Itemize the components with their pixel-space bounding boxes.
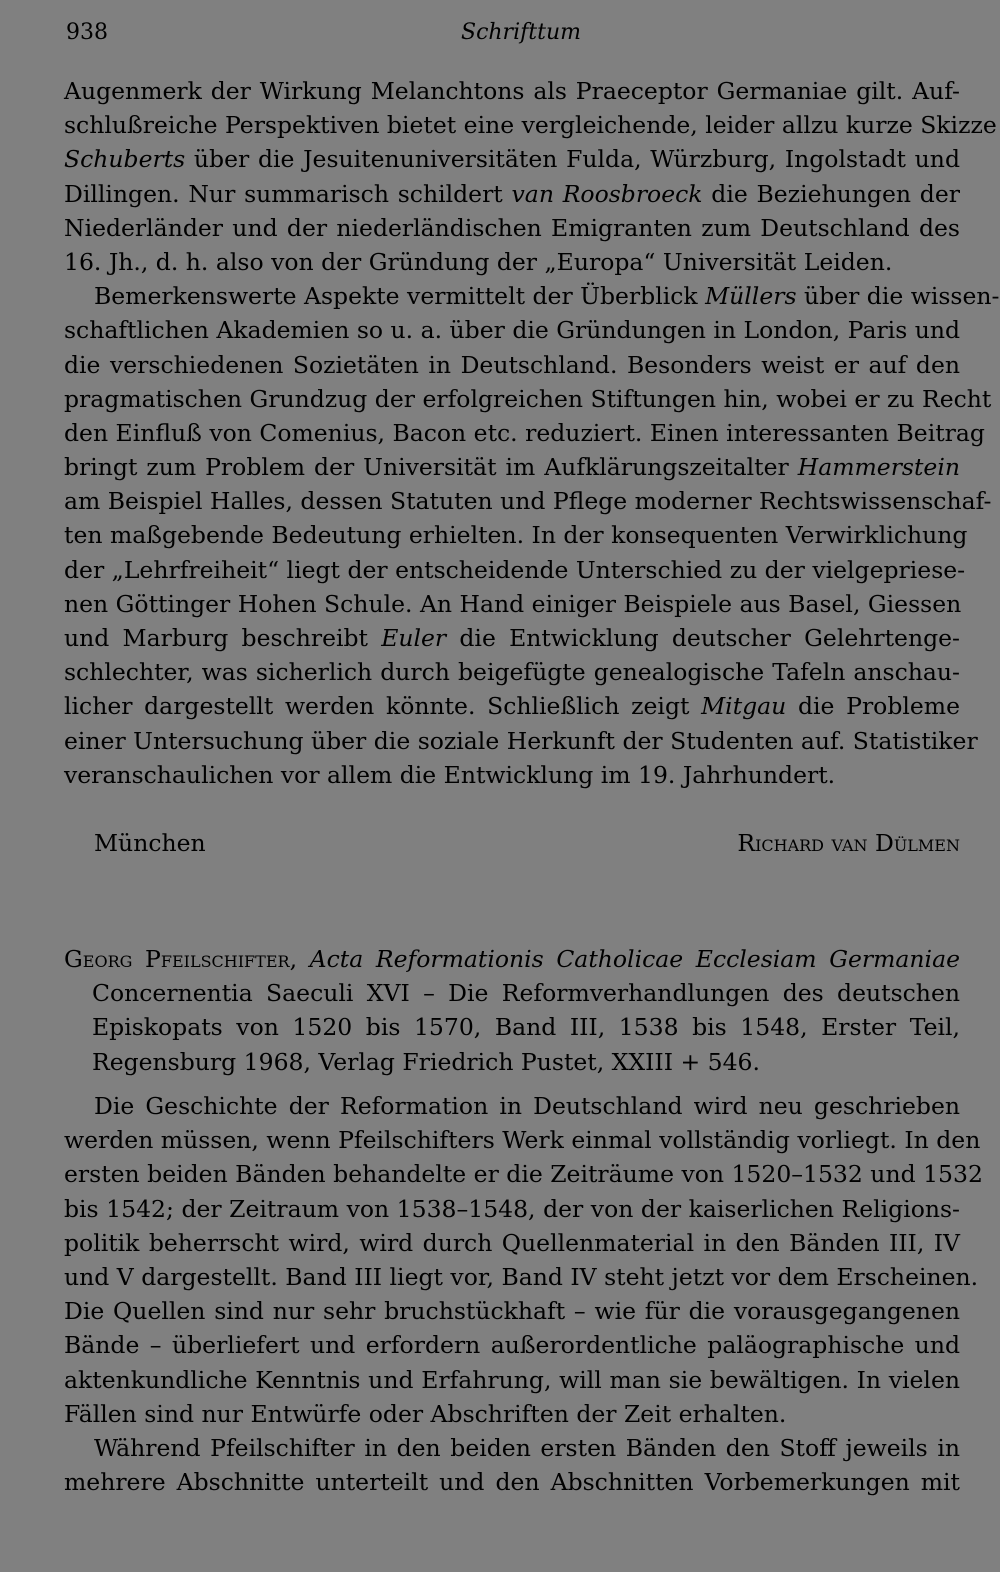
text-line (64, 724, 978, 758)
review-1-signature (94, 829, 960, 863)
text-segment: und Marburg beschreibt (64, 624, 382, 652)
text-segment: nen Göttinger Hohen Schule. An Hand einiger Beispiele aus Basel, Giessen (64, 589, 962, 618)
author-name: Euler (381, 624, 447, 652)
text-line (64, 74, 960, 108)
text-segment: die Probleme (786, 692, 960, 721)
author-name: Müllers (705, 282, 797, 311)
text-line: und V dargestellt. Band III liegt vor, Band IV steht jetzt vor dem Erscheinen. (64, 1262, 979, 1291)
text-line (64, 518, 968, 552)
text-segment: der „Lehrfreiheit“ liegt der entscheidende Unterschied zu der vielgepriese- (64, 555, 966, 584)
bib-author-separator: , (289, 945, 310, 973)
text-segment: pragmatischen Grundzug der erfolgreichen Stiftungen hin, wobei er zu Recht (64, 384, 992, 413)
text-line: politik beherrscht wird, wird durch Quellenmaterial in den Bänden III, IV (64, 1228, 960, 1257)
text-line: werden müssen, wenn Pfeilschifters Werk einmal vollständig vorliegt. In den (64, 1126, 981, 1155)
text-segment: 16. Jh., d. h. also von der Gründung der „Europa“ Universität Leiden. (64, 247, 893, 276)
text-segment: die Beziehungen der (702, 179, 960, 208)
text-segment: Bemerkenswerte Aspekte vermittelt der Überblick (94, 282, 706, 311)
author-name: van Roosbroeck (511, 179, 703, 208)
text-line: Bände – überliefert und erfordern außerordentliche paläographische und (64, 1331, 960, 1360)
text-line: Fällen sind nur Entwürfe oder Abschriften der Zeit erhalten. (64, 1399, 787, 1428)
text-line (64, 142, 960, 176)
text-line (64, 758, 960, 792)
author-name: Mitgau (701, 692, 787, 721)
text-line (64, 108, 997, 142)
text-segment: am Beispiel Halles, dessen Statuten und Pflege moderner Rechtswissenschaf- (64, 487, 992, 516)
text-line (64, 245, 960, 279)
bib-title: Acta Reformationis Catholicae Ecclesiam Germaniae (309, 945, 960, 973)
text-segment: schlußreiche Perspektiven bietet eine vergleichende, leider allzu kurze Skizze (64, 111, 997, 140)
text-segment: über die Jesuitenuniversitäten Fulda, Würzburg, Ingolstadt und (185, 145, 960, 174)
bib-line: Regensburg 1968, Verlag Friedrich Pustet, XXIII + 546. (92, 1047, 760, 1076)
author-name: Hammerstein (797, 453, 960, 482)
text-line (64, 655, 960, 689)
review-2-bibliographic-entry (64, 942, 960, 1079)
text-line: ersten beiden Bänden behandelte er die Zeiträume von 1520–1532 und 1532 (64, 1160, 983, 1189)
text-segment: die verschiedenen Sozietäten in Deutschland. Besonders weist er auf den (64, 350, 960, 379)
text-line (64, 621, 960, 655)
text-line: Die Quellen sind nur sehr bruchstückhaft – wie für die vorausgegangenen (64, 1297, 960, 1326)
text-line: Die Geschichte der Reformation in Deutschland wird neu geschrieben (94, 1092, 960, 1120)
signature-place: München (94, 829, 206, 857)
text-line: Während Pfeilschifter in den beiden ersten Bänden den Stoff jeweils in (94, 1433, 960, 1462)
signature-author: Richard van Dülmen (737, 829, 960, 857)
bib-line (64, 942, 960, 976)
text-segment: ten maßgebende Bedeutung erhielten. In der konsequenten Verwirklichung (64, 521, 968, 550)
text-line (64, 553, 966, 587)
author-name: Schuberts (64, 145, 186, 174)
text-line: bis 1542; der Zeitraum von 1538–1548, der von der kaiserlichen Religions- (64, 1194, 960, 1223)
text-segment: die Entwicklung deutscher Gelehrtenge- (446, 624, 960, 652)
text-segment: über die wissen- (796, 282, 1000, 311)
text-line: aktenkundliche Kenntnis und Erfahrung, will man sie bewältigen. In vielen (64, 1365, 960, 1394)
running-head: Schrifttum (461, 20, 581, 45)
text-segment: bringt zum Problem der Universität im Aufklärungszeitalter (64, 453, 798, 482)
text-segment: licher dargestellt werden könnte. Schließlich zeigt (64, 692, 702, 721)
bib-line: Episkopats von 1520 bis 1570, Band III, 1538 bis 1548, Erster Teil, (92, 1013, 960, 1042)
text-segment: veranschaulichen vor allem die Entwicklung im 19. Jahrhundert. (64, 760, 836, 789)
text-segment: schaftlichen Akademien so u. a. über die Gründungen in London, Paris und (64, 316, 961, 345)
text-line (64, 484, 992, 518)
page-header (66, 20, 961, 54)
text-line: mehrere Abschnitte unterteilt und den Abschnitten Vorbemerkungen mit (64, 1468, 960, 1497)
text-segment: Niederländer und der niederländischen Emigranten zum Deutschland des (64, 213, 960, 242)
review-1-body (64, 74, 1000, 792)
bib-line: Concernentia Saeculi XVI – Die Reformverhandlungen des deutschen (92, 979, 960, 1008)
review-2-body (64, 1089, 983, 1499)
text-line (64, 313, 960, 347)
text-line (64, 177, 960, 211)
text-line (64, 348, 960, 382)
text-line (64, 450, 960, 484)
page-number: 938 (66, 20, 108, 45)
text-line (64, 382, 992, 416)
text-segment: den Einfluß von Comenius, Bacon etc. reduziert. Einen interessanten Beitrag (64, 418, 985, 447)
text-segment: schlechter, was sicherlich durch beigefügte genealogische Tafeln anschau- (64, 658, 960, 687)
text-line (64, 279, 1000, 313)
text-segment: einer Untersuchung über die soziale Herkunft der Studenten auf. Statistiker (64, 726, 978, 755)
text-line (64, 689, 960, 723)
text-line (64, 416, 985, 450)
text-segment: Dillingen. Nur summarisch schildert (64, 179, 512, 208)
text-line (64, 587, 960, 621)
bib-author: Georg Pfeilschifter (64, 945, 290, 973)
text-segment: Augenmerk der Wirkung Melanchtons als Praeceptor Germaniae gilt. Auf- (64, 77, 960, 105)
text-line (64, 211, 960, 245)
